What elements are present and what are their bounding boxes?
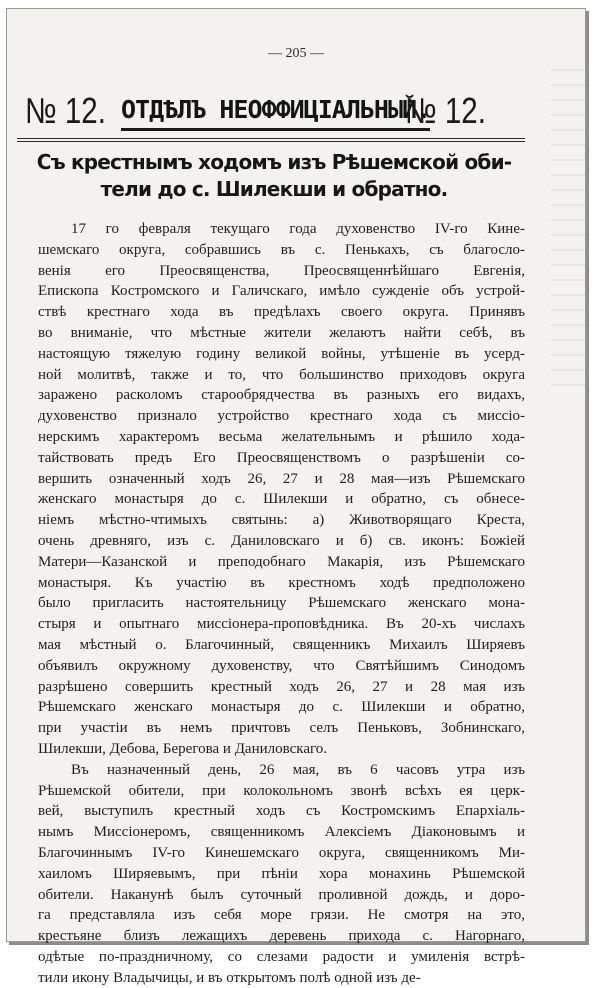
article-line: ной молитвѣ, также и то, что большинство приходовъ округа [38,366,525,383]
article-line: 17 го февраля текущаго года духовенство IV-го Кине- [71,221,525,237]
header-rule [17,141,525,142]
article-line: стыря и опытнаго миссіонера-проповѣдника. Въ 20-хъ числахъ [38,616,525,633]
article-line: вершить означенный ходъ 26, 27 и 28 мая—изъ Рѣшемскаго [38,470,525,487]
article-line: Въ назначенный день, 26 мая, въ 6 часовъ утра изъ [71,761,525,778]
article-line: разрѣшено совершить крестный ходъ 26, 27 и 28 мая изъ [38,678,525,695]
article-line: тайствовать предъ Его Преосвященствомъ о разрѣшеніи со- [38,449,525,466]
article-title [21,149,527,203]
book-page [6,8,586,986]
article-line: при участіи въ немъ причтовъ селъ Пеньковъ, Зобнинскаго, [38,720,525,737]
article-line: венія его Преосвященства, Преосвященнѣйшаго Евгенія, [38,262,525,279]
article-line: шемскаго округа, собравшись въ с. Пенькахъ, съ благосло- [38,241,525,258]
article-line: тили икону Владычицы, и въ открытомъ полѣ одной изъ де- [38,969,421,986]
issue-number-right: № 12. [405,90,486,131]
article-line: настоящую тяжелую годину великой войны, утѣшеніе въ усерд- [38,345,525,362]
article-line: заражено расколомъ старообрядчества въ разныхъ его видахъ, [38,387,525,404]
section-header [17,89,537,133]
article-line: га представляла изъ себя море грязи. Не смотря на это, [38,907,525,924]
article-line: вей, выступилъ крестный ходъ съ Костромскимъ Епархіаль- [38,803,525,820]
article-line: нерскимъ характеромъ весьма желательнымъ и рѣшило хода- [38,429,525,445]
article-line: ніемъ мѣстно-чтимыхъ святынь: а) Животворящаго Креста, [38,512,525,529]
article-line: ствѣ крестнаго хода въ предѣлахъ своего округа. Принявъ [38,304,525,321]
section-title: ОТДѢЛЪ НЕОФФИЦІАЛЬНЫЙ. [121,93,430,131]
article-line: Рѣшемской обители, при колокольномъ звонѣ всѣхъ ея церк- [38,782,525,799]
issue-number-left: № 12. [25,90,106,131]
article-line: женскаго монастыря до с. Шилекши и обратно, съ обнесе- [38,491,525,508]
article-line: очень древняго, изъ с. Даниловскаго и б) св. иконъ: Божіей [38,533,525,549]
article-line: Матери—Казанской и преподобнаго Макарія, изъ Рѣшемскаго [38,553,525,570]
article-title-line: Съ крестнымъ ходомъ изъ Рѣшемской оби- [36,150,512,174]
article-line: Епископа Костромского и Галичскаго, имѣло сужденіе объ устрой- [38,283,525,300]
article-line: духовенство признало устройство крестнаго хода съ миссіо- [38,408,525,425]
article-line: Шилекши, Дебова, Берегова и Даниловскаго. [38,741,328,757]
article-line: мая мѣстный о. Благочинный, священникъ Михаилъ Ширяевъ [38,637,525,653]
page-number: — 205 — [268,46,324,61]
article-line: крестьяне близъ лежащихъ деревень прихода с. Нагорнаго, [38,928,525,945]
header-rule [17,138,525,139]
article-line: монастыря. Къ участію въ крестномъ ходѣ предположено [38,574,525,591]
show-through-text [551,69,585,389]
article-line: одѣтые по-праздничному, со слезами радости и умиленія встрѣ- [38,949,525,965]
article-line: было пригласить настоятельницу Рѣшемскаго женскаго мона- [38,595,525,612]
article-line: хаиломъ Ширяевымъ, при пѣніи хора монахинь Рѣшемской [38,865,525,882]
article-line: Рѣшемскаго женскаго монастыря до с. Шилекши и обратно, [38,699,525,716]
article-line: Благочиннымъ IV-го Кинешемскаго округа, священникомъ Ми- [38,845,525,861]
article-line: во вниманіе, что мѣстные жители желаютъ найти себѣ, въ [38,325,525,341]
article-line: обители. Наканунѣ былъ суточный проливной дождь, и доро- [38,886,525,903]
article-line: нымъ Миссіонеромъ, священникомъ Алексіемъ Діаконовымъ и [38,824,525,841]
article-title-line: тели до с. Шилекши и обратно. [100,177,448,201]
article-line: объявилъ окружному духовенству, что Святѣйшимъ Синодомъ [38,657,525,674]
